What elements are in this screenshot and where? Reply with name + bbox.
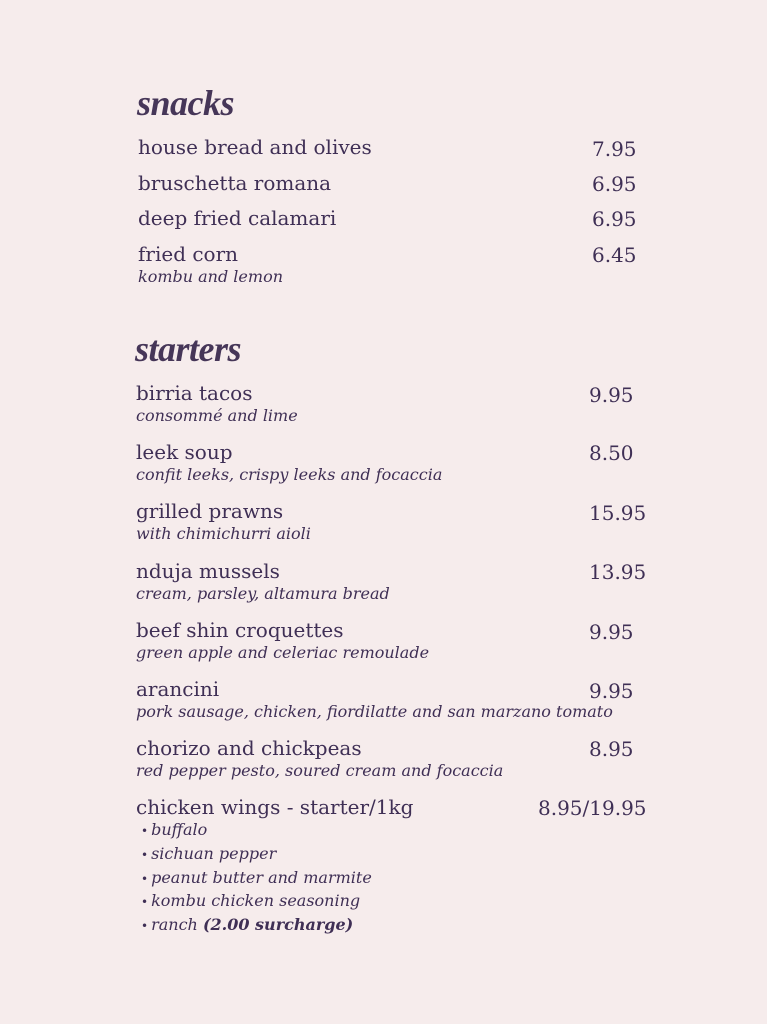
starter-item-name: beef shin croquettes bbox=[136, 618, 344, 642]
starter-item-price: 15.95 bbox=[589, 501, 647, 525]
starter-item-name: nduja mussels bbox=[136, 559, 280, 583]
starters-heading: starters bbox=[135, 329, 242, 369]
starter-item-name: arancini bbox=[136, 677, 220, 701]
snack-item-price: 6.95 bbox=[592, 172, 637, 196]
starter-item-description: pork sausage, chicken, fiordilatte and san marzano tomato bbox=[136, 702, 613, 721]
wing-flavour-label: peanut butter and marmite bbox=[151, 868, 372, 887]
starter-item-description: green apple and celeriac remoulade bbox=[136, 643, 430, 662]
starter-item-description: with chimichurri aioli bbox=[136, 524, 311, 543]
wing-flavour-label: kombu chicken seasoning bbox=[151, 891, 361, 910]
starter-item-name: chicken wings - starter/1kg bbox=[136, 795, 414, 819]
snack-item-name: fried corn bbox=[138, 242, 239, 266]
starter-item-price: 8.95/19.95 bbox=[538, 796, 647, 820]
starter-item-price: 9.95 bbox=[589, 383, 634, 407]
wing-flavour-label: ranch bbox=[151, 915, 198, 934]
snack-item-price: 6.95 bbox=[592, 207, 637, 231]
bullet-icon: • bbox=[141, 872, 149, 886]
wing-flavour-item bbox=[141, 868, 372, 889]
wing-flavour-item bbox=[141, 820, 207, 841]
starter-item-price: 9.95 bbox=[589, 679, 634, 703]
bullet-icon: • bbox=[141, 848, 149, 862]
bullet-icon: • bbox=[141, 895, 149, 909]
starter-item-name: chorizo and chickpeas bbox=[136, 736, 362, 760]
snack-item-name: deep fried calamari bbox=[138, 206, 337, 230]
starter-item-price: 8.95 bbox=[589, 737, 634, 761]
surcharge-note: (2.00 surcharge) bbox=[202, 915, 354, 934]
starter-item-description: cream, parsley, altamura bread bbox=[136, 584, 390, 603]
wing-flavour-item bbox=[141, 891, 360, 912]
wing-flavour-item bbox=[141, 844, 276, 865]
starter-item-price: 13.95 bbox=[589, 560, 647, 584]
wing-flavour-label: sichuan pepper bbox=[151, 844, 277, 863]
snacks-heading: snacks bbox=[137, 83, 235, 123]
starter-item-price: 8.50 bbox=[589, 441, 634, 465]
bullet-icon: • bbox=[141, 824, 149, 838]
snack-item-name: house bread and olives bbox=[138, 135, 372, 159]
wing-flavour-item bbox=[141, 915, 353, 936]
starter-item-name: leek soup bbox=[136, 440, 233, 464]
starter-item-description: consommé and lime bbox=[136, 406, 298, 425]
snack-item-price: 7.95 bbox=[592, 137, 637, 161]
starter-item-name: birria tacos bbox=[136, 381, 253, 405]
starter-item-description: confit leeks, crispy leeks and focaccia bbox=[136, 465, 443, 484]
snack-item-description: kombu and lemon bbox=[138, 267, 283, 286]
wing-flavour-label: buffalo bbox=[151, 820, 208, 839]
starter-item-price: 9.95 bbox=[589, 620, 634, 644]
starter-item-name: grilled prawns bbox=[136, 499, 284, 523]
snack-item-name: bruschetta romana bbox=[138, 171, 332, 195]
bullet-icon: • bbox=[141, 919, 149, 933]
snack-item-price: 6.45 bbox=[592, 243, 637, 267]
starter-item-description: red pepper pesto, soured cream and focaccia bbox=[136, 761, 504, 780]
